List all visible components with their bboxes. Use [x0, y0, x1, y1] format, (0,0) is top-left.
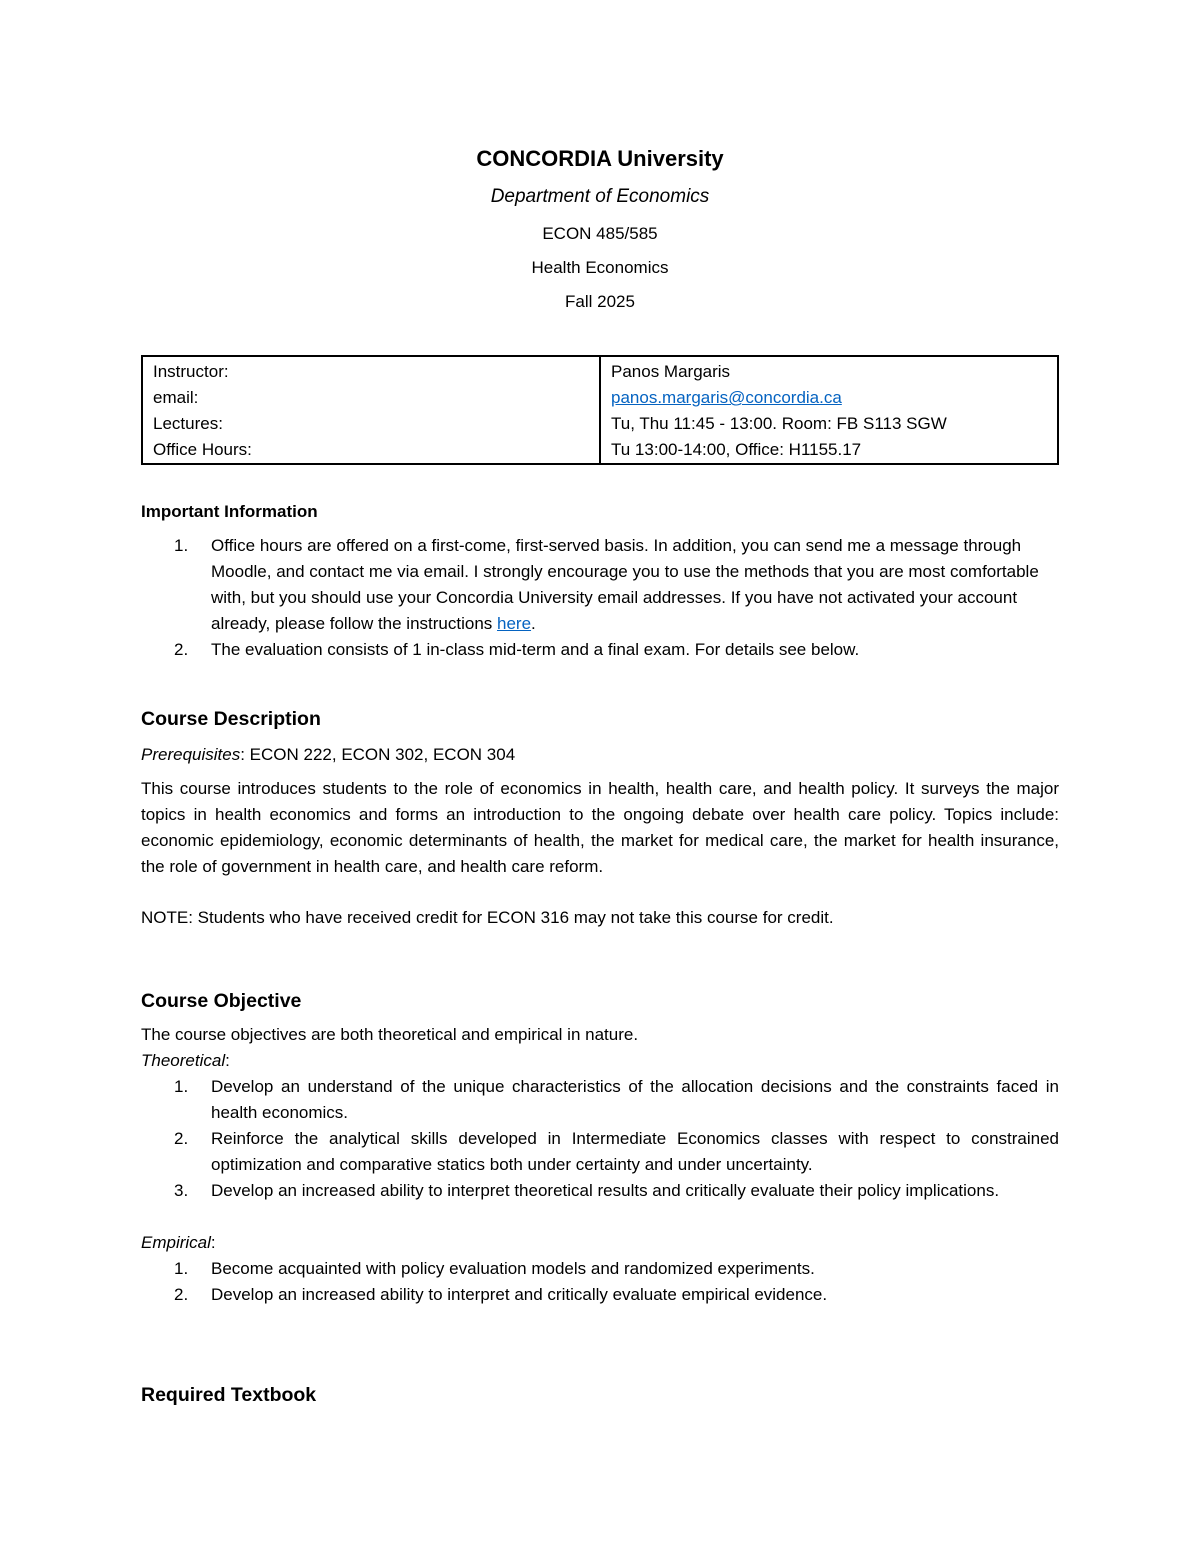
list-number: 2. [174, 640, 189, 659]
instructions-here-link[interactable]: here [497, 614, 532, 633]
theoretical-list [141, 1074, 1059, 1204]
list-number: 2. [174, 1129, 189, 1148]
course-name: Health Economics [531, 258, 669, 277]
table-row [142, 385, 1058, 411]
sentence-end: . [531, 614, 536, 633]
list-number: 2. [174, 1285, 189, 1304]
empirical-label: Empirical [141, 1233, 211, 1252]
empirical-label-line [141, 1230, 1059, 1256]
empirical-list [141, 1256, 1059, 1308]
prerequisites-text: : ECON 222, ECON 302, ECON 304 [240, 745, 516, 764]
university-title: CONCORDIA University [476, 146, 724, 171]
important-information-section [141, 499, 1059, 663]
list-item [141, 637, 1059, 663]
office-hours-label: Office Hours: [142, 437, 600, 464]
list-number: 1. [174, 1077, 189, 1096]
important-information-list [141, 533, 1059, 663]
table-row [142, 437, 1058, 464]
list-item [141, 1126, 1059, 1178]
list-text: Develop an increased ability to interpret and critically evaluate empirical evidence. [211, 1285, 828, 1304]
list-number: 1. [174, 1259, 189, 1278]
prerequisites-line [141, 742, 1059, 768]
prerequisites-label: Prerequisites [141, 745, 241, 764]
lectures-label: Lectures: [142, 411, 600, 437]
list-item [141, 1178, 1059, 1204]
important-information-heading: Important Information [141, 502, 318, 521]
colon: : [210, 1233, 216, 1252]
list-text: Develop an understand of the unique characteristics of the allocation decisions and the constraints faced in health economics. [211, 1077, 1059, 1122]
course-description-heading: Course Description [141, 708, 321, 730]
email-link[interactable]: panos.margaris@concordia.ca [611, 388, 842, 407]
list-number: 3. [174, 1181, 189, 1200]
list-number: 1. [174, 536, 189, 555]
course-description-section [141, 706, 1059, 931]
objective-intro: The course objectives are both theoretical and empirical in nature. [141, 1025, 639, 1044]
required-textbook-heading: Required Textbook [141, 1384, 317, 1406]
table-row [142, 356, 1058, 385]
list-item [141, 1256, 1059, 1282]
instructor-value: Panos Margaris [600, 356, 1058, 385]
email-label: email: [142, 385, 600, 411]
email-value-cell [600, 385, 1058, 411]
evaluation-note: The evaluation consists of 1 in-class mid-term and a final exam. For details see below. [211, 640, 860, 659]
course-term: Fall 2025 [565, 292, 635, 311]
office-hours-value: Tu 13:00-14:00, Office: H1155.17 [600, 437, 1058, 464]
colon: : [225, 1051, 230, 1070]
theoretical-label-line [141, 1048, 1059, 1074]
department-name: Department of Economics [490, 186, 710, 207]
lectures-value: Tu, Thu 11:45 - 13:00. Room: FB S113 SGW [600, 411, 1058, 437]
required-textbook-section [141, 1382, 1059, 1408]
course-description-body: This course introduces students to the role of economics in health, health care, and health policy. It surveys the major topics in health economics and forms an introduction to the ongoing debate over health care policy. Topics include: economic epidemiology, economic determinants of health, the market for medical care, the market for health insurance, the role of government in health care, and health care reform. [141, 779, 1059, 876]
list-item [141, 1074, 1059, 1126]
instructor-info-table [141, 355, 1059, 465]
list-item [141, 533, 1059, 637]
credit-note: NOTE: Students who have received credit for ECON 316 may not take this course for credit. [141, 908, 834, 927]
office-hours-note: Office hours are offered on a first-come, first-served basis. In addition, you can send me a message through Moodle, and contact me via email. I strongly encourage you to use the methods that you are most comfortable with, but you should use your Concordia University email addresses. If you have not activated your account already, please follow the instructions [211, 536, 1039, 633]
list-item [141, 1282, 1059, 1308]
table-row [142, 411, 1058, 437]
course-objective-section [141, 988, 1059, 1308]
course-code: ECON 485/585 [542, 224, 658, 243]
course-objective-heading: Course Objective [141, 990, 302, 1012]
theoretical-label: Theoretical [141, 1051, 226, 1070]
list-text: Develop an increased ability to interpret theoretical results and critically evaluate their policy implications. [211, 1181, 1000, 1200]
list-text: Become acquainted with policy evaluation models and randomized experiments. [211, 1259, 815, 1278]
instructor-label: Instructor: [142, 356, 600, 385]
list-text: Reinforce the analytical skills developed in Intermediate Economics classes with respect to constrained optimization and comparative statics both under certainty and under uncertainty. [211, 1129, 1059, 1174]
